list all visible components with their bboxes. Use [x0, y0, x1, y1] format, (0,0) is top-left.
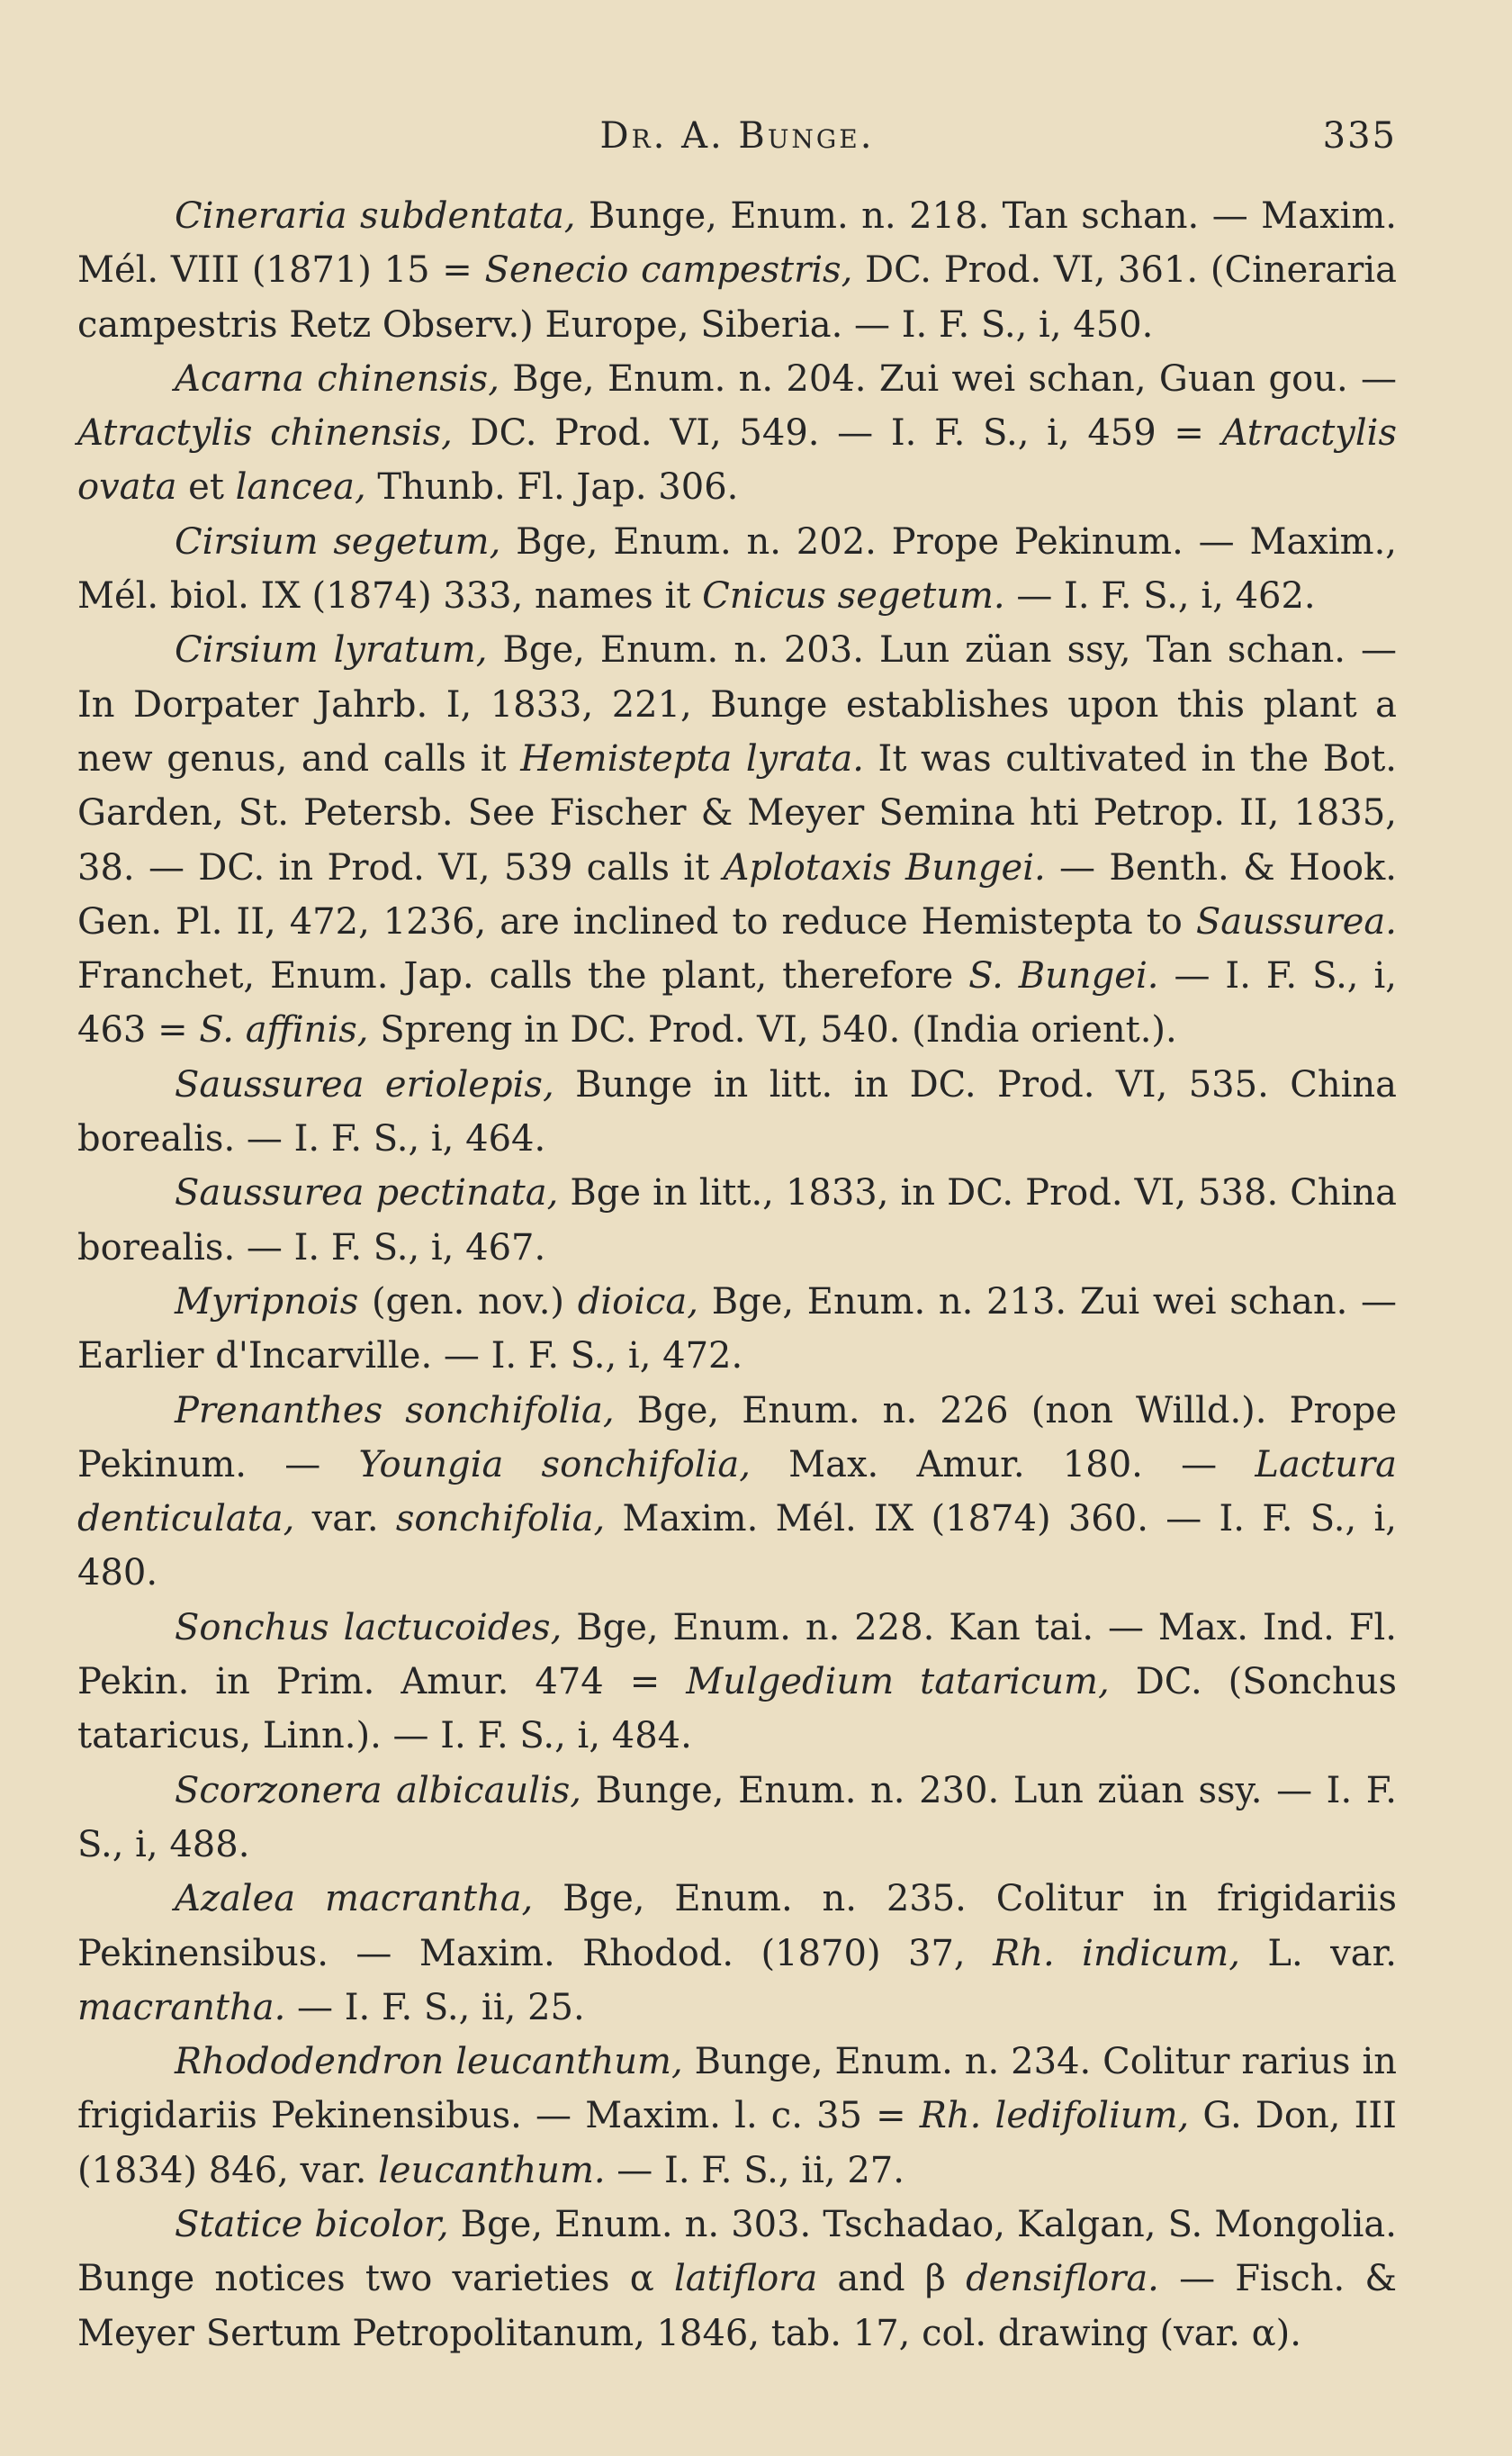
text-segment: Bge, Enum. n. 203. Lun züan ssy, Tan schan. — In Dorpater Jahrb. I, 1833, 221, Bunge establishes upon this plant a new genus, and calls it	[77, 629, 1397, 780]
italic-text: S. Bungei.	[968, 955, 1159, 998]
text-segment: — Benth. & Hook. Gen. Pl. II, 472, 1236, are inclined to reduce Hemistepta to	[77, 846, 1397, 943]
italic-text: Rhododendron leucanthum,	[175, 2041, 683, 2083]
italic-text: Rh. indicum,	[993, 1932, 1240, 1974]
entry-paragraph	[77, 2198, 1397, 2361]
text-segment: Thunb. Fl. Jap. 306.	[365, 466, 739, 509]
text-segment: var.	[294, 1498, 396, 1540]
entry-paragraph	[77, 1275, 1397, 1384]
text-segment: Bge, Enum. n. 303. Tschadao, Kalgan, S. Mongolia. Bunge notices two varieties α	[77, 2203, 1397, 2300]
italic-text: Hemistepta lyrata.	[520, 737, 864, 780]
italic-text: macrantha.	[77, 1986, 286, 2028]
italic-text: Prenanthes sonchifolia,	[175, 1389, 615, 1431]
text-segment: Bunge in litt. in DC. Prod. VI, 535. China borealis. — I. F. S., i, 464.	[77, 1063, 1397, 1160]
entry-paragraph	[77, 623, 1397, 1057]
italic-text: Atractylis ovata	[77, 412, 1397, 509]
italic-text: Cirsium segetum,	[175, 520, 501, 563]
text-segment: Maxim. Mél. IX (1874) 360. — I. F. S., i, 480.	[77, 1498, 1397, 1594]
text-segment: Bge, Enum. n. 235. Colitur in frigidariis Pekinensibus. — Maxim. Rhodod. (1870) 37,	[77, 1878, 1397, 1974]
italic-text: Saussurea pectinata,	[175, 1172, 559, 1214]
entry-paragraph	[77, 2035, 1397, 2198]
text-segment: — I. F. S., ii, 27.	[605, 2149, 904, 2191]
text-segment: Bge, Enum. n. 213. Zui wei schan. — Earlier d'Incarville. — I. F. S., i, 472.	[77, 1280, 1397, 1377]
italic-text: Youngia sonchifolia,	[358, 1443, 751, 1485]
italic-text: latiflora	[673, 2258, 818, 2300]
entry-paragraph	[77, 189, 1397, 352]
italic-text: leucanthum.	[378, 2149, 606, 2191]
italic-text: Azalea macrantha,	[175, 1878, 534, 1920]
italic-text: Saussurea.	[1195, 900, 1397, 943]
text-segment: Bunge, Enum. n. 218. Tan schan. — Maxim. Mél. VIII (1871) 15 =	[77, 195, 1397, 292]
italic-text: Senecio campestris,	[484, 249, 853, 292]
text-segment: Bunge, Enum. n. 230. Lun züan ssy. — I. F. S., i, 488.	[77, 1769, 1397, 1865]
entry-paragraph	[77, 1601, 1397, 1764]
text-segment: Max. Amur. 180. —	[750, 1443, 1256, 1485]
text-segment: et	[176, 466, 236, 509]
text-segment: Bge, Enum. n. 202. Prope Pekinum. — Maxim., Mél. biol. IX (1874) 333, names it	[77, 520, 1398, 618]
text-segment: — I. F. S., i, 462.	[1004, 575, 1316, 618]
text-segment: DC. Prod. VI, 361. (Cineraria campestris Retz Observ.) Europe, Siberia. — I. F. S., i, 450.	[77, 249, 1398, 346]
page-number: 335	[1322, 115, 1397, 157]
italic-text: Cineraria subdentata,	[175, 195, 576, 237]
text-segment: — Fisch. & Meyer Sertum Petropolitanum, 1846, tab. 17, col. drawing (var. α).	[77, 2258, 1397, 2354]
text-segment: It was cultivated in the Bot. Garden, St. Petersb. See Fischer & Meyer Semina hti Petrop. II, 1835, 38. — DC. in Prod. VI, 539 calls it	[77, 737, 1397, 889]
italic-text: Sonchus lactucoides,	[175, 1606, 562, 1648]
italic-text: Cnicus segetum.	[702, 575, 1005, 618]
text-segment: G. Don, III (1834) 846, var.	[77, 2095, 1397, 2191]
text-segment: Bge, Enum. n. 228. Kan tai. — Max. Ind. Fl. Pekin. in Prim. Amur. 474 =	[77, 1606, 1398, 1703]
text-segment: L. var.	[1239, 1932, 1398, 1974]
text-segment: Franchet, Enum. Jap. calls the plant, therefore	[77, 955, 969, 998]
text-segment: Bge, Enum. n. 204. Zui wei schan, Guan gou. —	[499, 357, 1397, 400]
text-segment: Bge, Enum. n. 226 (non Willd.). Prope Pekinum. —	[77, 1389, 1397, 1485]
italic-text: Acarna chinensis,	[175, 357, 500, 400]
italic-text: Statice bicolor,	[175, 2203, 449, 2245]
entry-paragraph	[77, 1166, 1397, 1275]
italic-text: Myripnois	[175, 1280, 359, 1323]
text-segment: — I. F. S., i, 463 =	[77, 955, 1397, 1052]
italic-text: S. affinis,	[199, 1009, 369, 1052]
entry-paragraph	[77, 1764, 1397, 1873]
italic-text: Lactura denticulata,	[77, 1443, 1398, 1540]
italic-text: Scorzonera albicaulis,	[175, 1769, 582, 1811]
text-segment: — I. F. S., ii, 25.	[285, 1986, 585, 2028]
running-title: Dr. A. Bunge.	[599, 115, 875, 157]
italic-text: densiflora.	[966, 2258, 1159, 2300]
entry-paragraph	[77, 1058, 1397, 1167]
italic-text: Mulgedium tataricum,	[686, 1661, 1110, 1703]
italic-text: Aplotaxis Bungei.	[723, 846, 1046, 889]
text-segment: Bunge, Enum. n. 234. Colitur rarius in frigidariis Pekinensibus. — Maxim. l. c. 35 =	[77, 2041, 1398, 2137]
italic-text: lancea,	[235, 466, 366, 509]
text-segment: DC. Prod. VI, 549. — I. F. S., i, 459 =	[452, 412, 1222, 455]
text-segment: (gen. nov.)	[358, 1280, 578, 1323]
text-segment: Spreng in DC. Prod. VI, 540. (India orient.).	[368, 1009, 1177, 1052]
page-header	[77, 115, 1397, 166]
italic-text: Cirsium lyratum,	[175, 629, 488, 672]
text-segment: Bge in litt., 1833, in DC. Prod. VI, 538. China borealis. — I. F. S., i, 467.	[77, 1172, 1397, 1269]
text-segment: and β	[817, 2258, 967, 2300]
text-segment: DC. (Sonchus tataricus, Linn.). — I. F. S., i, 484.	[77, 1661, 1397, 1757]
entry-paragraph	[77, 1384, 1397, 1601]
body-text	[77, 189, 1397, 2361]
italic-text: Rh. ledifolium,	[919, 2095, 1190, 2137]
entry-paragraph	[77, 515, 1397, 624]
italic-text: Atractylis chinensis,	[77, 412, 453, 455]
italic-text: Saussurea eriolepis,	[175, 1063, 554, 1106]
italic-text: sonchifolia,	[395, 1498, 606, 1540]
italic-text: dioica,	[577, 1280, 698, 1323]
entry-paragraph	[77, 1872, 1397, 2035]
entry-paragraph	[77, 352, 1397, 515]
